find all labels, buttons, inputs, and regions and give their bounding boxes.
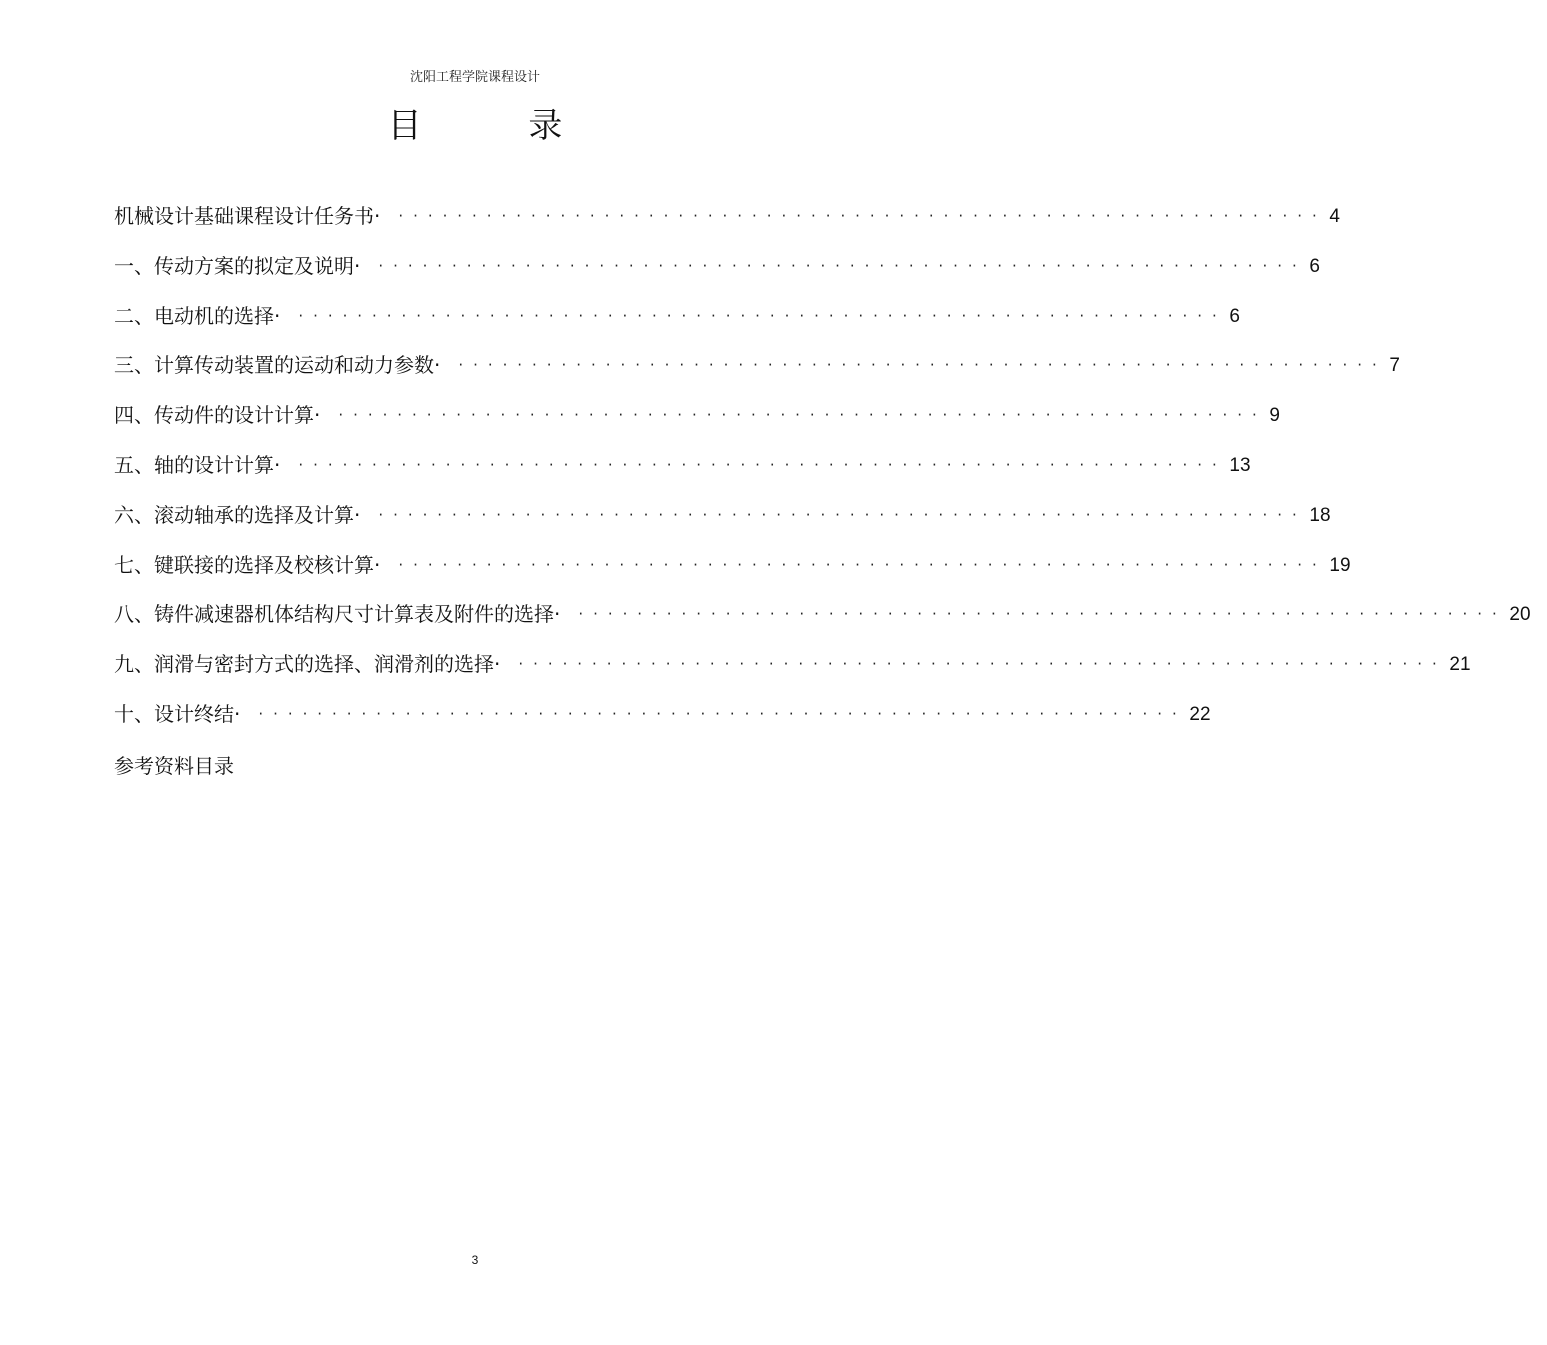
dot-leader: · · · · · · · · · · · · · · · · · · · · · · · · · · · · · · · · · · · · · · · · · · · · · · · · · · · · · · · · · · · · · · · — [398, 207, 1320, 225]
toc-entry-page: 20 — [1509, 604, 1531, 626]
toc-entry-page: 18 — [1309, 504, 1331, 526]
dot-leader: · · · · · · · · · · · · · · · · · · · · · · · · · · · · · · · · · · · · · · · · · · · · · · · · · · · · · · · · · · · · · · · — [378, 505, 1300, 524]
dot-leader: · · · · · · · · · · · · · · · · · · · · · · · · · · · · · · · · · · · · · · · · · · · · · · · · · · · · · · · · · · · · · · · — [398, 555, 1320, 574]
toc-entry-title: 四、传动件的设计计算· — [114, 403, 321, 428]
toc-entry-page: 21 — [1449, 654, 1471, 676]
dot-leader: · · · · · · · · · · · · · · · · · · · · · · · · · · · · · · · · · · · · · · · · · · · · · · · · · · · · · · · · · · · · · · · — [378, 256, 1300, 275]
page-header: 沈阳工程学院课程设计 — [409, 70, 540, 85]
toc-entry-title: 九、润滑与密封方式的选择、润滑剂的选择· — [114, 652, 501, 677]
toc-entry-page: 6 — [1229, 305, 1240, 327]
dot-leader: · · · · · · · · · · · · · · · · · · · · · · · · · · · · · · · · · · · · · · · · · · · · · · · · · · · · · · · · · · · · · · · — [518, 655, 1440, 674]
toc-entry-page: 4 — [1329, 206, 1340, 227]
toc-entry-page: 13 — [1229, 454, 1251, 476]
toc-entry-title: 三、计算传动装置的运动和动力参数· — [114, 353, 441, 378]
toc-entry-title: 二、电动机的选择· — [114, 303, 281, 328]
toc-entry-title: 一、传动方案的拟定及说明· — [114, 253, 361, 278]
toc-entry-page: 19 — [1329, 554, 1351, 576]
page-number: 3 — [471, 1253, 479, 1267]
dot-leader: · · · · · · · · · · · · · · · · · · · · · · · · · · · · · · · · · · · · · · · · · · · · · · · · · · · · · · · · · · · · · · · — [258, 704, 1180, 723]
dot-leader: · · · · · · · · · · · · · · · · · · · · · · · · · · · · · · · · · · · · · · · · · · · · · · · · · · · · · · · · · · · · · · · — [298, 306, 1220, 325]
toc-entry-page: 6 — [1309, 255, 1320, 277]
toc-entry[interactable] — [114, 590, 1531, 640]
toc-entry[interactable] — [114, 341, 1400, 391]
dot-leader: · · · · · · · · · · · · · · · · · · · · · · · · · · · · · · · · · · · · · · · · · · · · · · · · · · · · · · · · · · · · · · · — [578, 605, 1500, 624]
toc-entry-page: 22 — [1189, 703, 1211, 725]
references-heading[interactable]: 参考资料目录 — [114, 754, 234, 778]
toc-entry[interactable] — [114, 541, 1351, 591]
toc-entry[interactable] — [114, 391, 1280, 441]
dot-leader: · · · · · · · · · · · · · · · · · · · · · · · · · · · · · · · · · · · · · · · · · · · · · · · · · · · · · · · · · · · · · · · — [338, 406, 1260, 425]
page-title: 目 录 — [387, 106, 611, 146]
toc-entry-title: 五、轴的设计计算· — [114, 452, 281, 477]
dot-leader: · · · · · · · · · · · · · · · · · · · · · · · · · · · · · · · · · · · · · · · · · · · · · · · · · · · · · · · · · · · · · · · — [458, 356, 1380, 375]
toc-entry-page: 7 — [1389, 355, 1400, 377]
toc-entry-title: 十、设计终结· — [114, 701, 241, 726]
dot-leader: · · · · · · · · · · · · · · · · · · · · · · · · · · · · · · · · · · · · · · · · · · · · · · · · · · · · · · · · · · · · · · · — [298, 455, 1220, 474]
toc-entry[interactable] — [114, 640, 1471, 690]
toc-entry[interactable] — [114, 491, 1331, 541]
toc-entry[interactable] — [114, 690, 1211, 740]
toc-entry[interactable] — [114, 292, 1240, 342]
toc-entry-title: 七、键联接的选择及校核计算· — [114, 552, 381, 577]
toc-entry-page: 9 — [1269, 405, 1280, 427]
toc-entry[interactable] — [114, 441, 1251, 491]
table-of-contents — [114, 192, 1531, 740]
toc-entry-title: 六、滚动轴承的选择及计算· — [114, 502, 361, 527]
toc-entry[interactable] — [114, 242, 1320, 292]
toc-entry-title: 八、铸件减速器机体结构尺寸计算表及附件的选择· — [114, 602, 561, 627]
toc-entry-title: 机械设计基础课程设计任务书· — [114, 204, 381, 228]
toc-entry[interactable] — [114, 192, 1340, 242]
